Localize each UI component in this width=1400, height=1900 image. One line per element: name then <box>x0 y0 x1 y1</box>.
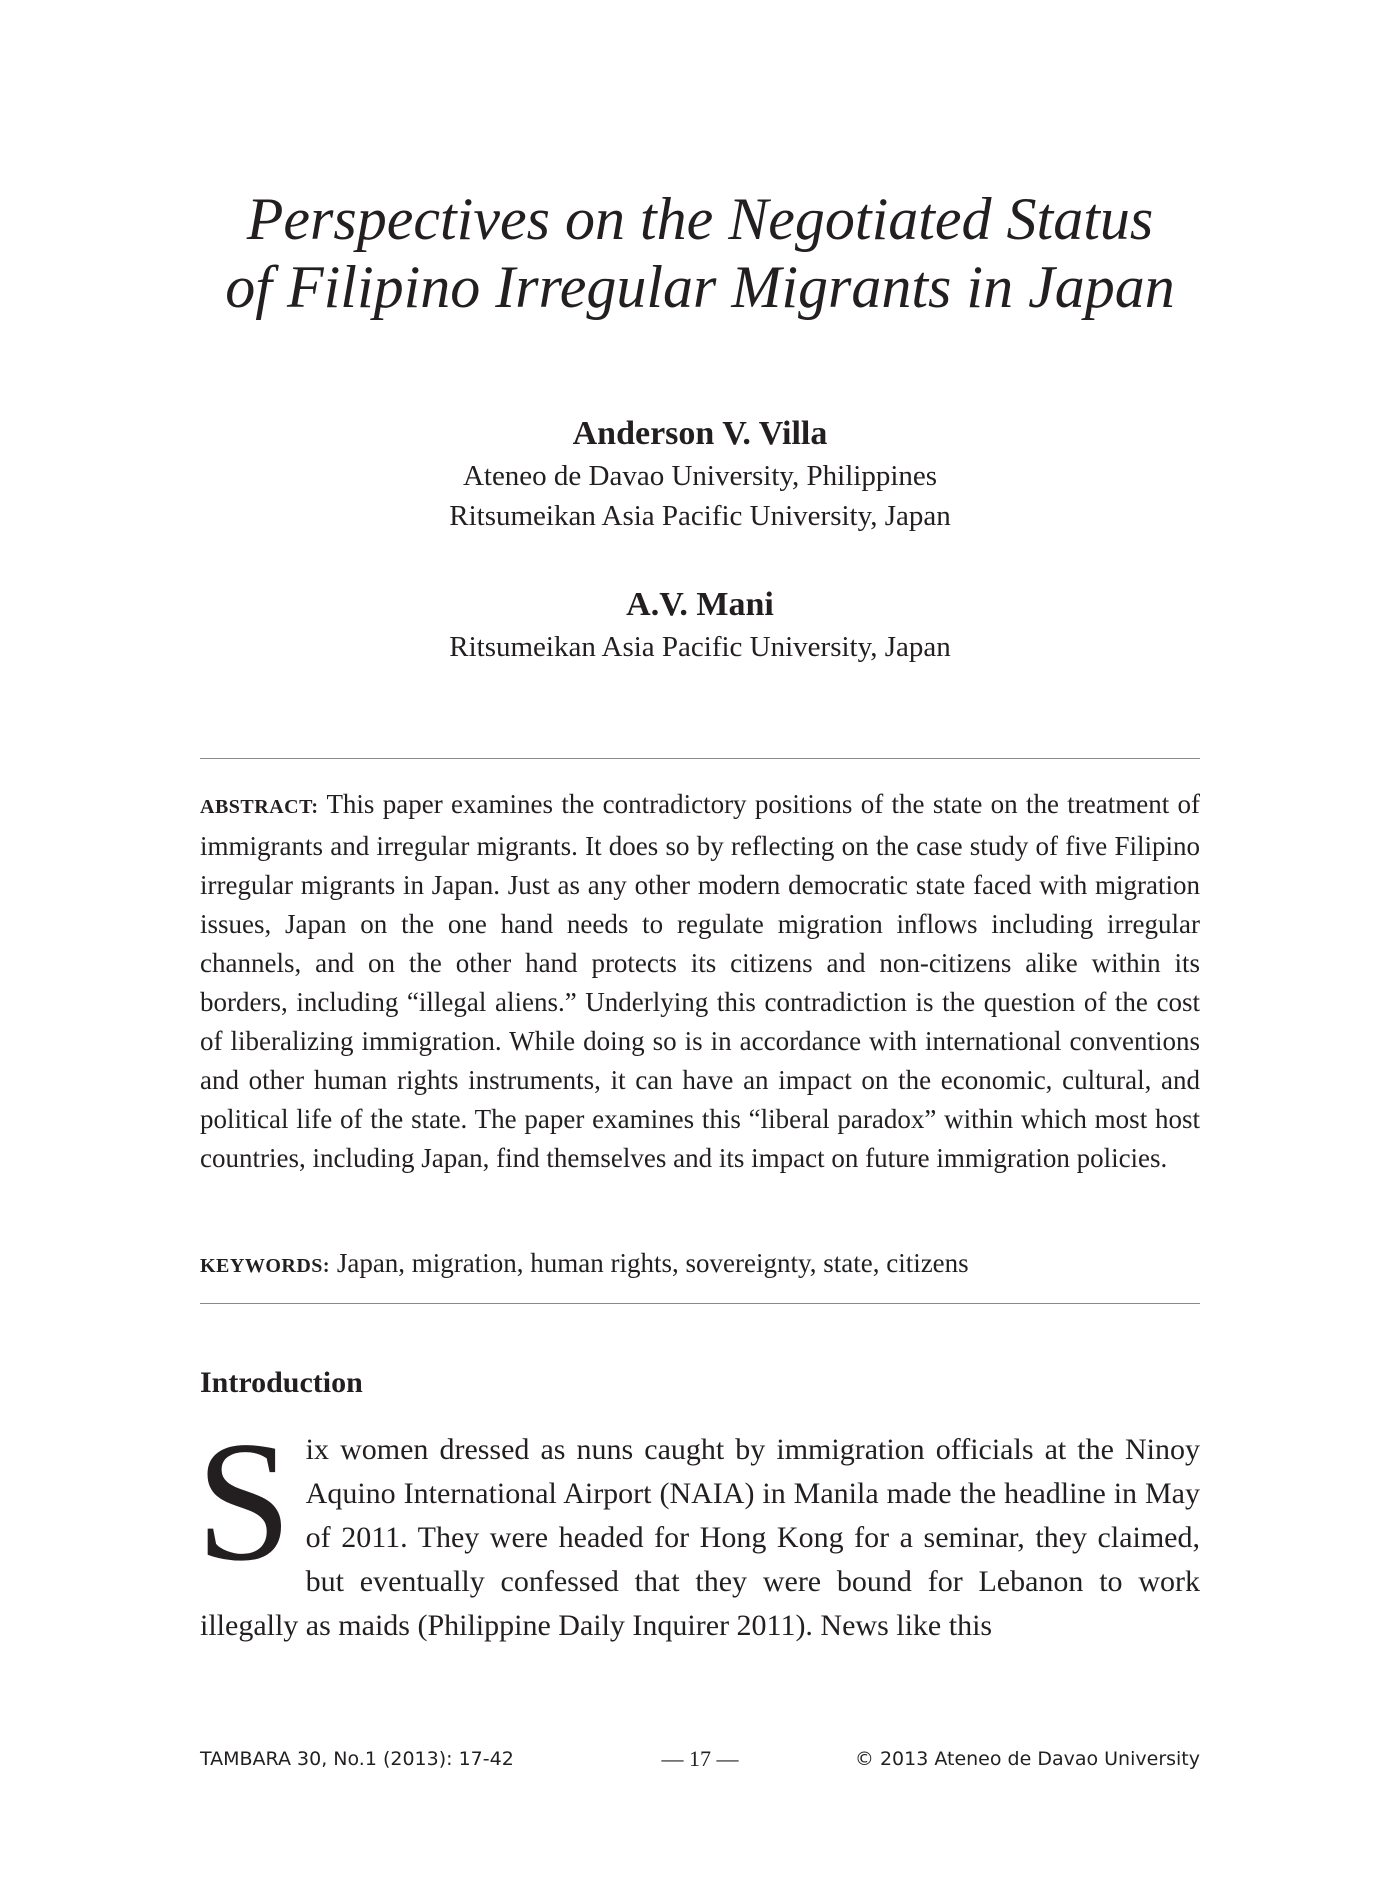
author-affiliation: Ateneo de Davao University, Philippines <box>462 460 938 492</box>
abstract-text: This paper examines the contradictory positions of the state on the treatment of immigrants and irregular migrants. It does so by reflecting on the case study of five Filipino irregular migrants in Japan. Just as any other modern democratic state faced with migration issues, Japan on the one hand needs to regulate migration inflows including irregular channels, and on the other hand protects its citizens and non-citizens alike within its borders, including “illegal aliens.” Underlying this contradiction is the question of the cost of liberalizing immigration. While doing so is in accordance with international conventions and other human rights instruments, it can have an impact on the economic, cultural, and political life of the state. The paper examines this “liberal paradox” within which most host countries, including Japan, find themselves and its impact on future immigration policies. <box>200 789 1201 1173</box>
author-affiliation: Ritsumeikan Asia Pacific University, Japan <box>449 500 951 532</box>
section-heading-introduction: Introduction <box>200 1366 363 1399</box>
author-affiliation: Ritsumeikan Asia Pacific University, Japan <box>449 631 951 663</box>
introduction-text: ix women dressed as nuns caught by immigration officials at the Ninoy Aquino International Airport (NAIA) in Manila made the headline in May of 2011. They were headed for Hong Kong for a seminar, they claimed, but eventually confessed that they were bound for Lebanon to work illegally as maids (Philippine Daily Inquirer 2011). News like this <box>200 1433 1200 1642</box>
drop-cap: S <box>196 1407 292 1597</box>
article-title <box>0 185 1400 321</box>
keywords-label: KEYWORDS: <box>200 1255 331 1277</box>
abstract-top-divider <box>200 758 1200 759</box>
abstract-bottom-divider <box>200 1303 1200 1304</box>
author-block-1 <box>0 412 1400 536</box>
footer-page-number: — 17 — <box>661 1746 739 1771</box>
author-name: A.V. Mani <box>626 586 774 623</box>
keywords-text: Japan, migration, human rights, sovereignty, state, citizens <box>336 1248 969 1278</box>
author-block-2 <box>0 583 1400 667</box>
abstract <box>200 785 1200 1178</box>
keywords <box>200 1243 1200 1286</box>
footer-copyright: © 2013 Ateneo de Davao University <box>854 1748 1200 1770</box>
abstract-label: ABSTRACT: <box>200 796 319 818</box>
introduction-paragraph <box>196 1407 1200 1648</box>
footer-journal-citation: TAMBARA 30, No.1 (2013): 17-42 <box>200 1748 514 1770</box>
author-name: Anderson V. Villa <box>572 415 828 452</box>
article-title-line-1: Perspectives on the Negotiated Status <box>246 186 1154 252</box>
article-title-line-2: of Filipino Irregular Migrants in Japan <box>225 254 1175 320</box>
